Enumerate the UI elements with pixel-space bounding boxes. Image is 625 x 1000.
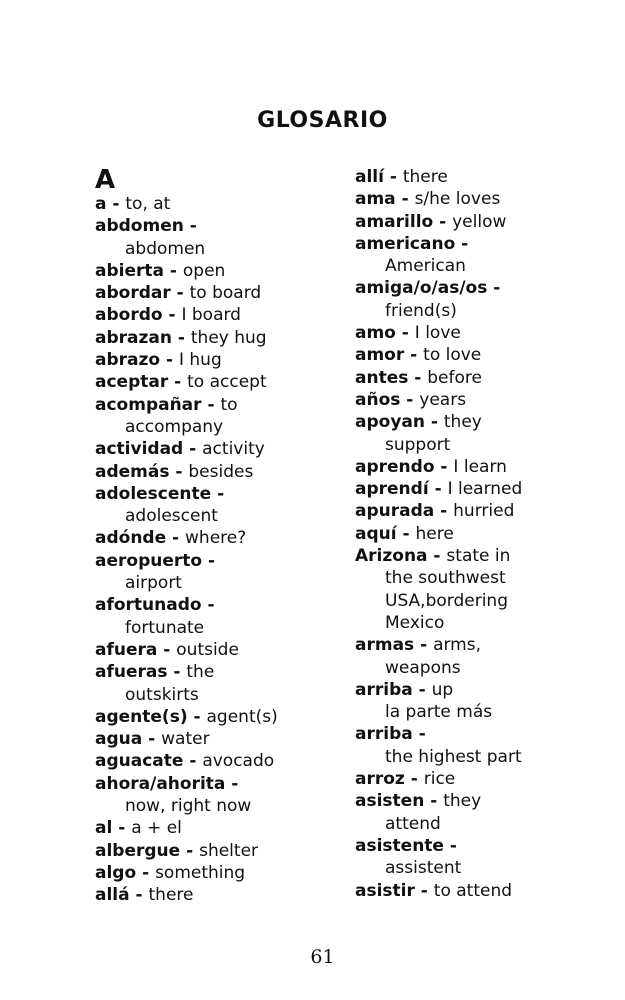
entry-separator: -	[211, 483, 225, 504]
entry-separator: -	[427, 546, 447, 567]
entry-headword: americano	[355, 233, 456, 254]
entry-separator: -	[424, 412, 444, 433]
entry-headword: abordo	[95, 305, 163, 326]
entry-separator: -	[428, 479, 448, 500]
entry-headword: amor	[355, 345, 405, 366]
entry-separator: -	[129, 885, 149, 906]
entry-list	[355, 166, 605, 902]
entry-separator: -	[412, 679, 432, 700]
glossary-entry	[355, 233, 605, 278]
entry-definition: a + el	[131, 818, 182, 839]
entry-headword: adónde	[95, 528, 167, 549]
glossary-entry	[355, 768, 605, 790]
entry-list	[95, 193, 335, 907]
entry-separator: -	[455, 233, 469, 254]
entry-separator: -	[142, 729, 162, 750]
entry-definition: something	[155, 862, 246, 883]
entry-headword: asistir	[355, 880, 415, 901]
entry-separator: -	[404, 769, 424, 790]
glossary-entry	[355, 545, 605, 634]
glossary-entry	[355, 322, 605, 344]
entry-headword: armas	[355, 635, 415, 656]
entry-headword: aeropuerto	[95, 550, 203, 571]
glossary-entry	[95, 706, 335, 728]
entry-definition: there	[402, 167, 448, 187]
entry-headword: amo	[355, 323, 396, 344]
glossary-entry	[355, 790, 605, 835]
entry-separator: -	[170, 283, 190, 304]
entry-definition-continued: Mexico	[385, 612, 445, 633]
entry-separator: -	[112, 818, 132, 839]
page-title: GLOSARIO	[257, 108, 388, 133]
entry-headword: aprendí	[355, 479, 429, 500]
entry-separator: -	[160, 350, 179, 371]
entry-separator: -	[162, 305, 182, 326]
glossary-entry	[355, 211, 605, 233]
entry-definition: agent(s)	[206, 706, 278, 727]
entry-separator: -	[424, 791, 444, 812]
entry-definition: shelter	[199, 840, 259, 861]
entry-headword: arriba	[355, 679, 413, 700]
entry-separator: -	[434, 501, 454, 522]
entry-separator: -	[201, 595, 215, 616]
glossary-entry	[355, 344, 605, 366]
entry-headword: a	[95, 194, 107, 214]
entry-separator: -	[434, 456, 454, 477]
entry-separator: -	[383, 167, 403, 187]
section-letter: A	[95, 165, 116, 195]
entry-definition: to attend	[433, 880, 513, 901]
entry-separator: -	[168, 372, 188, 393]
entry-separator: -	[136, 862, 156, 883]
entry-definition: to board	[189, 283, 262, 304]
entry-definition-continued: now, right now	[125, 796, 252, 817]
entry-headword: apoyan	[355, 412, 425, 433]
entry-headword: actividad	[95, 439, 184, 460]
entry-separator: -	[443, 835, 457, 856]
entry-separator: -	[396, 523, 416, 544]
entry-separator: -	[433, 211, 453, 232]
entry-headword: abordar	[95, 283, 171, 304]
entry-definition: activity	[202, 439, 265, 460]
glossary-entry	[95, 862, 335, 884]
entry-headword: agente(s)	[95, 706, 188, 727]
entry-headword: adolescente	[95, 483, 212, 504]
entry-definition: before	[427, 367, 482, 388]
entry-headword: afuera	[95, 639, 158, 660]
glossary-entry	[95, 728, 335, 750]
entry-separator: -	[414, 635, 434, 656]
glossary-entry	[95, 327, 335, 349]
entry-headword: amiga/o/as/os	[355, 278, 488, 299]
entry-definition-continued: the southwest	[385, 568, 506, 589]
glossary-entry	[355, 634, 605, 679]
glossary-entry	[95, 527, 335, 549]
entry-definition-continued: the highest part	[385, 746, 522, 767]
entry-separator: -	[187, 706, 207, 727]
glossary-entry	[95, 840, 335, 862]
entry-headword: ama	[355, 189, 396, 210]
entry-definition: besides	[188, 461, 254, 482]
glossary-entry	[95, 260, 335, 282]
entry-definition: I learn	[453, 456, 507, 477]
entry-headword: al	[95, 818, 113, 839]
entry-definition-continued: la parte más	[385, 702, 493, 723]
glossary-right-column	[355, 166, 605, 902]
entry-headword: abdomen	[95, 216, 184, 237]
entry-definition-continued: friend(s)	[385, 300, 457, 321]
glossary-entry	[95, 193, 335, 215]
entry-definition: open	[182, 260, 226, 281]
entry-separator: -	[163, 260, 183, 281]
glossary-entry	[355, 389, 605, 411]
entry-definition: to accept	[187, 372, 267, 393]
entry-definition: to, at	[125, 194, 171, 214]
glossary-entry	[355, 500, 605, 522]
entry-headword: allí	[355, 167, 384, 187]
glossary-entry	[355, 277, 605, 322]
entry-definition-continued: support	[385, 434, 451, 455]
entry-separator: -	[202, 550, 216, 571]
glossary-entry	[355, 166, 605, 188]
entry-headword: afueras	[95, 662, 168, 683]
entry-headword: aprendo	[355, 456, 435, 477]
entry-headword: aceptar	[95, 372, 169, 393]
entry-definition-continued: weapons	[385, 657, 461, 678]
entry-headword: abrazo	[95, 350, 161, 371]
glossary-entry	[95, 304, 335, 326]
entry-headword: acompañar	[95, 394, 202, 415]
entry-definition-continued: abdomen	[125, 238, 206, 259]
entry-headword: aquí	[355, 523, 397, 544]
entry-separator: -	[167, 662, 187, 683]
glossary-left-column	[95, 163, 335, 907]
entry-definition-continued: fortunate	[125, 617, 205, 638]
entry-definition-continued: assistent	[385, 858, 462, 879]
entry-headword: años	[355, 389, 401, 410]
glossary-entry	[95, 594, 335, 639]
glossary-entry	[95, 215, 335, 260]
glossary-entry	[95, 438, 335, 460]
glossary-entry	[355, 523, 605, 545]
entry-separator: -	[395, 189, 415, 210]
entry-headword: abierta	[95, 260, 164, 281]
entry-headword: aguacate	[95, 751, 184, 772]
entry-definition: they	[443, 412, 482, 433]
entry-definition: I board	[181, 305, 241, 326]
entry-separator: -	[487, 278, 501, 299]
entry-headword: asistente	[355, 835, 444, 856]
entry-definition: yellow	[452, 211, 507, 232]
entry-definition: the	[186, 662, 215, 683]
glossary-entry	[95, 394, 335, 439]
entry-definition: s/he loves	[414, 189, 501, 210]
entry-headword: abrazan	[95, 327, 172, 348]
entry-separator: -	[183, 751, 203, 772]
glossary-entry	[95, 550, 335, 595]
entry-separator: -	[106, 194, 126, 214]
glossary-entry	[95, 461, 335, 483]
glossary-entry	[95, 371, 335, 393]
glossary-entry	[95, 750, 335, 772]
entry-definition: outside	[176, 639, 239, 660]
glossary-entry	[95, 483, 335, 528]
entry-headword: asisten	[355, 791, 425, 812]
entry-headword: albergue	[95, 840, 181, 861]
entry-definition-continued: adolescent	[125, 506, 218, 527]
entry-definition-continued: airport	[125, 573, 182, 594]
glossary-entry	[95, 884, 335, 906]
entry-separator: -	[412, 724, 426, 745]
glossary-entry	[95, 282, 335, 304]
page-number: 61	[310, 946, 335, 968]
glossary-entry	[355, 835, 605, 880]
glossary-entry	[95, 817, 335, 839]
entry-definition: there	[148, 885, 194, 906]
entry-definition: water	[161, 729, 210, 750]
entry-separator: -	[400, 389, 420, 410]
entry-definition: rice	[423, 769, 456, 790]
glossary-entry	[95, 661, 335, 706]
entry-definition: they hug	[190, 327, 267, 348]
glossary-entry	[355, 723, 605, 768]
entry-definition-continued: accompany	[125, 416, 224, 437]
entry-definition: arms,	[433, 635, 482, 656]
entry-headword: Arizona	[355, 546, 428, 567]
entry-definition: where?	[185, 528, 247, 549]
entry-separator: -	[169, 461, 189, 482]
entry-headword: arriba	[355, 724, 413, 745]
glossary-entry	[355, 411, 605, 456]
glossary-entry	[95, 349, 335, 371]
glossary-entry	[355, 880, 605, 902]
entry-headword: antes	[355, 367, 409, 388]
entry-separator: -	[171, 327, 191, 348]
glossary-entry	[355, 679, 605, 724]
entry-definition: I love	[414, 323, 461, 344]
entry-headword: amarillo	[355, 211, 434, 232]
entry-separator: -	[183, 216, 197, 237]
entry-headword: afortunado	[95, 595, 202, 616]
entry-definition: to	[220, 394, 238, 415]
entry-separator: -	[183, 439, 203, 460]
entry-headword: arroz	[355, 769, 405, 790]
entry-headword: además	[95, 461, 170, 482]
glossary-entry	[355, 478, 605, 500]
entry-definition: I learned	[447, 479, 523, 500]
entry-headword: algo	[95, 862, 137, 883]
entry-definition-continued: attend	[385, 813, 441, 834]
entry-headword: ahora/ahorita	[95, 773, 226, 794]
entry-definition: years	[419, 389, 467, 410]
entry-definition: state in	[446, 546, 511, 567]
glossary-entry	[355, 456, 605, 478]
glossary-entry	[355, 188, 605, 210]
entry-definition-continued: American	[385, 256, 466, 277]
entry-headword: allá	[95, 885, 130, 906]
entry-separator: -	[414, 880, 434, 901]
entry-definition: hurried	[453, 501, 515, 522]
glossary-entry	[95, 639, 335, 661]
entry-definition: to love	[423, 345, 482, 366]
entry-definition: avocado	[202, 751, 275, 772]
entry-definition-continued: outskirts	[125, 684, 199, 705]
entry-definition: up	[431, 679, 454, 700]
entry-headword: agua	[95, 729, 143, 750]
entry-separator: -	[225, 773, 239, 794]
entry-separator: -	[408, 367, 428, 388]
entry-separator: -	[201, 394, 221, 415]
entry-definition: I hug	[178, 350, 222, 371]
entry-separator: -	[404, 345, 424, 366]
entry-definition: they	[443, 791, 482, 812]
entry-definition: here	[415, 523, 454, 544]
entry-separator: -	[180, 840, 200, 861]
glossary-entry	[95, 773, 335, 818]
glossary-entry	[355, 367, 605, 389]
entry-separator: -	[157, 639, 177, 660]
entry-separator: -	[166, 528, 186, 549]
entry-separator: -	[395, 323, 415, 344]
entry-headword: apurada	[355, 501, 435, 522]
entry-definition-continued: USA,bordering	[385, 590, 508, 611]
